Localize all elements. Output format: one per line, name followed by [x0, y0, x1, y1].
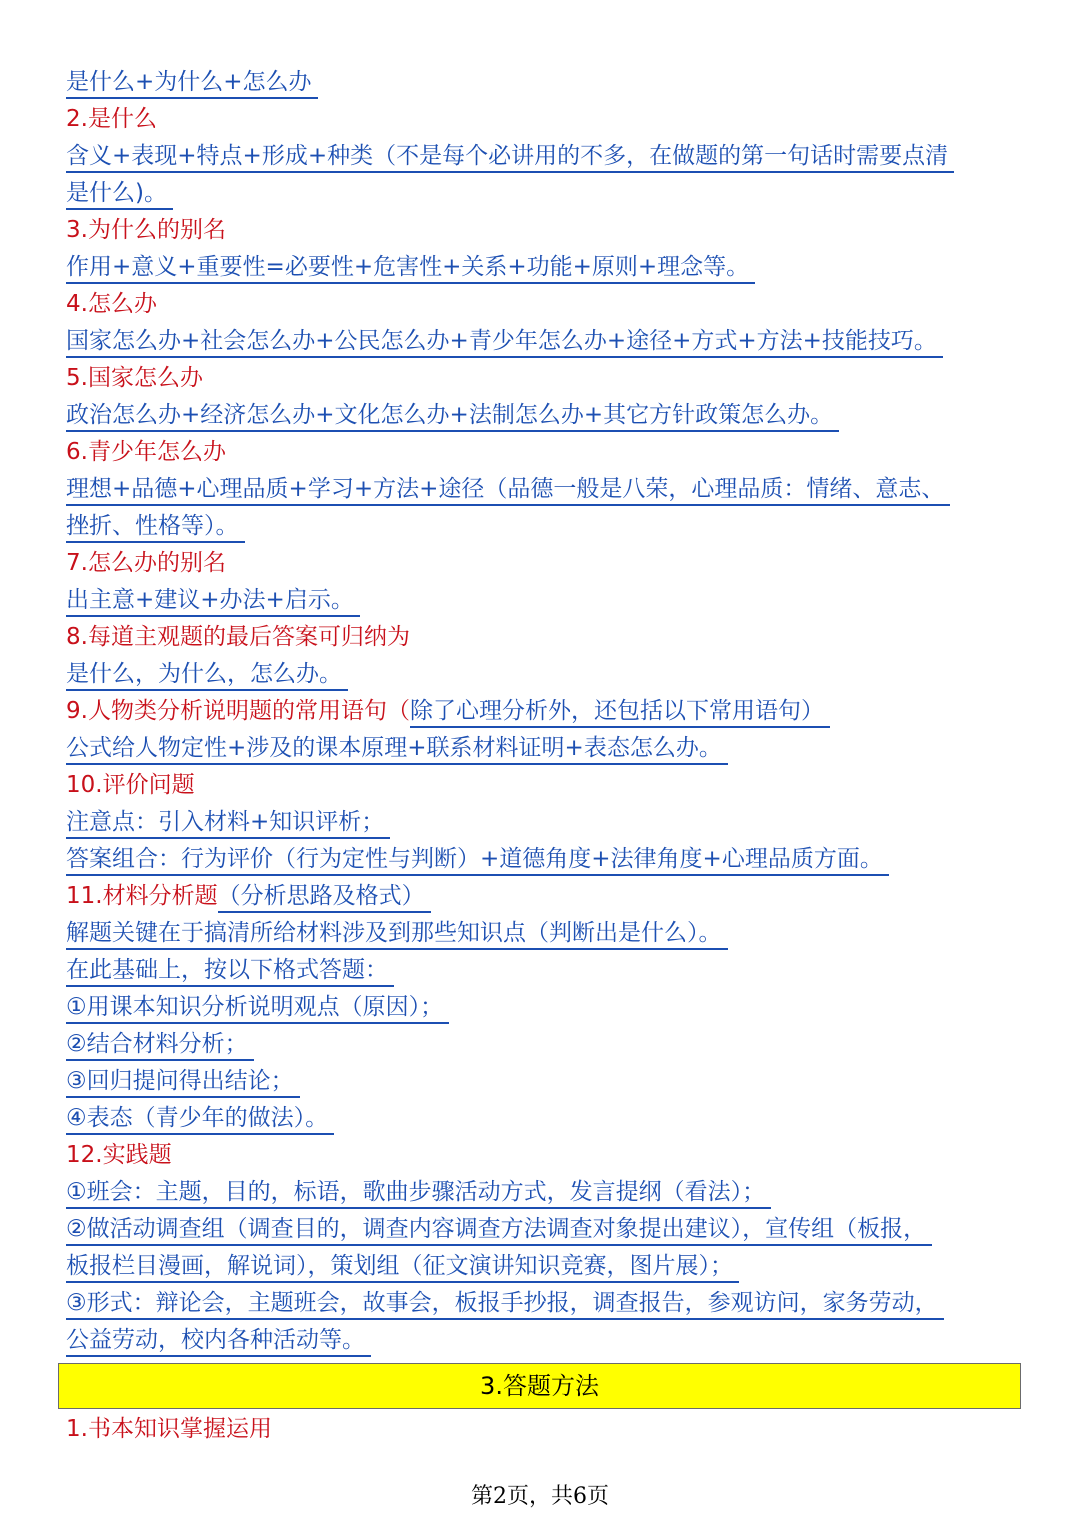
content-line — [66, 1026, 1026, 1063]
underlined-text: 挫折、性格等）。 — [66, 511, 245, 543]
content-line — [66, 1100, 1026, 1137]
section-heading — [66, 286, 1026, 323]
underlined-text: 作用+意义+重要性=必要性+危害性+关系+功能+原则+理念等。 — [66, 252, 755, 284]
content-line — [66, 952, 1026, 989]
heading-text: 12.实践题 — [66, 1142, 172, 1168]
underlined-text: ②做活动调查组（调查目的，调查内容调查方法调查对象提出建议），宣传组（板报， — [66, 1214, 932, 1246]
underlined-text: 公益劳动，校内各种活动等。 — [66, 1325, 371, 1357]
content-line — [66, 693, 1026, 730]
content-line — [66, 175, 1026, 212]
underlined-text: 板报栏目漫画，解说词），策划组（征文演讲知识竞赛，图片展）； — [66, 1251, 739, 1283]
section-banner: 3.答题方法 — [58, 1363, 1021, 1409]
underlined-text: 除了心理分析外，还包括以下常用语句） — [410, 696, 830, 728]
content-line — [66, 397, 1026, 434]
underlined-text: ②结合材料分析； — [66, 1029, 254, 1061]
content-line — [66, 656, 1026, 693]
underlined-text: ①班会：主题，目的，标语，歌曲步骤活动方式，发言提纲（看法）； — [66, 1177, 771, 1209]
underlined-text: ③形式：辩论会，主题班会，故事会，板报手抄报，调查报告，参观访问，家务劳动， — [66, 1288, 944, 1320]
heading-text: 3.为什么的别名 — [66, 217, 226, 243]
heading-text: 9.人物类分析说明题的常用语句（ — [66, 698, 410, 724]
underlined-text: 是什么)。 — [66, 178, 173, 210]
section-heading — [66, 619, 1026, 656]
heading-text: 6.青少年怎么办 — [66, 439, 226, 465]
underlined-text: 是什么+为什么+怎么办 — [66, 67, 318, 99]
content-line — [66, 508, 1026, 545]
section-heading — [66, 545, 1026, 582]
content-line — [66, 1174, 1026, 1211]
section-heading — [66, 212, 1026, 249]
underlined-text: 是什么，为什么，怎么办。 — [66, 659, 348, 691]
heading-text: 11.材料分析题 — [66, 883, 218, 909]
content-line — [66, 989, 1026, 1026]
content-line — [66, 471, 1026, 508]
content-line — [66, 915, 1026, 952]
underlined-text: ③回归提问得出结论； — [66, 1066, 300, 1098]
content-line — [66, 1248, 1026, 1285]
document-body — [66, 64, 1026, 1359]
section-heading — [66, 101, 1026, 138]
underlined-text: 在此基础上，按以下格式答题： — [66, 955, 394, 987]
content-line — [66, 1211, 1026, 1248]
heading-text: 4.怎么办 — [66, 291, 157, 317]
content-line — [66, 804, 1026, 841]
heading-text: 2.是什么 — [66, 106, 157, 132]
section-heading — [66, 1137, 1026, 1174]
underlined-text: 国家怎么办+社会怎么办+公民怎么办+青少年怎么办+途径+方式+方法+技能技巧。 — [66, 326, 943, 358]
content-line — [66, 582, 1026, 619]
underlined-text: （分析思路及格式） — [218, 881, 431, 913]
underlined-text: 出主意+建议+办法+启示。 — [66, 585, 360, 617]
content-line — [66, 1285, 1026, 1322]
underlined-text: 解题关键在于搞清所给材料涉及到那些知识点（判断出是什么）。 — [66, 918, 728, 950]
heading-text: 7.怎么办的别名 — [66, 550, 226, 576]
content-line — [66, 1322, 1026, 1359]
page-footer: 第2页，共6页 — [471, 1484, 609, 1509]
underlined-text: 公式给人物定性+涉及的课本原理+联系材料证明+表态怎么办。 — [66, 733, 728, 765]
content-line — [66, 730, 1026, 767]
content-line — [66, 1063, 1026, 1100]
content-line — [66, 841, 1026, 878]
section-heading — [66, 434, 1026, 471]
heading-text: 10.评价问题 — [66, 772, 195, 798]
underlined-text: 政治怎么办+经济怎么办+文化怎么办+法制怎么办+其它方针政策怎么办。 — [66, 400, 839, 432]
underlined-text: 答案组合：行为评价（行为定性与判断）+道德角度+法律角度+心理品质方面。 — [66, 844, 889, 876]
section-heading — [66, 767, 1026, 804]
heading-text: 5.国家怎么办 — [66, 365, 203, 391]
underlined-text: ①用课本知识分析说明观点（原因）； — [66, 992, 449, 1024]
section-heading-after-banner: 1.书本知识掌握运用 — [66, 1416, 272, 1442]
underlined-text: 含义+表现+特点+形成+种类（不是每个必讲用的不多，在做题的第一句话时需要点清 — [66, 141, 954, 173]
underlined-text: 注意点：引入材料+知识评析； — [66, 807, 390, 839]
heading-text: 8.每道主观题的最后答案可归纳为 — [66, 624, 410, 650]
section-heading — [66, 360, 1026, 397]
underlined-text: 理想+品德+心理品质+学习+方法+途径（品德一般是八荣，心理品质：情绪、意志、 — [66, 474, 950, 506]
content-line — [66, 249, 1026, 286]
content-line — [66, 138, 1026, 175]
content-line — [66, 323, 1026, 360]
underlined-text: ④表态（青少年的做法）。 — [66, 1103, 334, 1135]
content-line — [66, 64, 1026, 101]
content-line — [66, 878, 1026, 915]
